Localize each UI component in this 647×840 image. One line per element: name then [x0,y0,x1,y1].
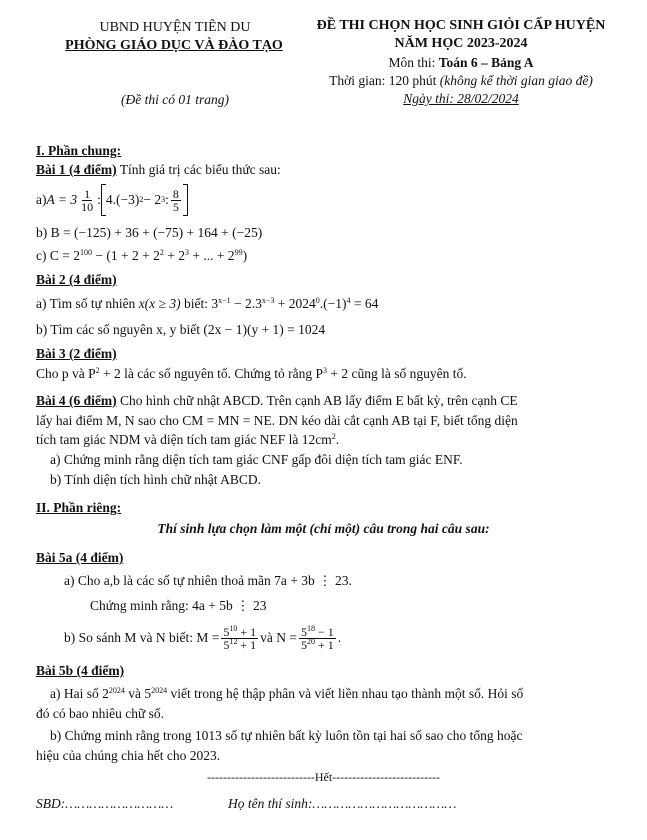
bai3-start: Cho p và P [36,366,96,381]
bai5b-title: Bài 5b (4 điểm) [36,663,125,678]
bai1-c-exp2: 2 [159,248,164,257]
bai1-c-mid: − (1 + 2 + 2 [91,248,160,263]
frac1-den: 10 [81,199,94,214]
bai4-b: b) Tính diện tích hình chữ nhật ABCD. [50,472,262,487]
bai1-c-end: ) [242,248,248,263]
bai5b-b-line2: hiệu của chúng chia hết cho 2023. [36,748,221,763]
part1-title: I. Phần chung: [36,143,122,158]
N-den-base: 5 [301,637,307,652]
bai4-line2: lấy hai điểm M, N sao cho CM = MN = NE. DN kéo dài cắt cạnh AB tại F, biết tổng diện [36,413,518,428]
bai2-a-exp1: x−1 [218,296,231,305]
bai2-a-var: x(x ≥ 3) [138,296,181,311]
bai5a-end: . [337,630,342,645]
bai1-a-label: a) [36,192,47,207]
bai4-line1 [36,393,518,409]
bai1-c-exp3: 3 [184,248,189,257]
fraction-N [299,623,336,652]
M-den [221,636,258,652]
bai3-exp1: 2 [95,366,100,375]
bai5b-a-exp2: 2024 [151,686,168,695]
bai4-text1: Cho hình chữ nhật ABCD. Trên cạnh AB lấy điểm E bất kỳ, trên cạnh CE [116,393,518,408]
M-num-rest: + 1 [237,624,257,639]
school-year: NĂM HỌC 2023-2024 [394,36,528,51]
N-num-rest: − 1 [315,624,334,639]
bai4-a: a) Chứng minh rằng diện tích tam giác CNF gấp đôi diện tích tam giác ENF. [50,452,463,467]
bai2-a-mid2: − 2.3 [230,296,262,311]
M-num-base: 5 [223,624,230,639]
bai1-c-mid2: + 2 [163,248,185,263]
bai5b-a-end: viết trong hệ thập phân và viết liền nhau tạo thành một số. Hỏi số [167,686,524,701]
bai3-end: + 2 cũng là số nguyên tố. [327,366,467,381]
department-line2: PHÒNG GIÁO DỤC VÀ ĐÀO TẠO [65,38,283,53]
bai1-b: b) B = (−125) + 36 + (−75) + 164 + (−25) [36,225,263,240]
part2-instruction: Thí sinh lựa chọn làm một (chỉ một) câu trong hai câu sau: [157,521,490,536]
fraction-M [221,623,258,652]
time-line [296,73,626,89]
bai1-a-frac2 [171,188,181,213]
N-num-exp: 18 [307,623,315,633]
bai5a-b-start: b) So sánh M và N biết: M = [64,630,220,645]
bai1-a-frac1 [79,188,95,213]
bai5a-and: và N = [260,630,297,645]
bai4-title: Bài 4 (6 điểm) [36,393,117,408]
bai2-a-exp2: x−3 [261,296,275,305]
bai5a-title: Bài 5a (4 điểm) [36,550,124,565]
department-line1: UBND HUYỆN TIÊN DU [99,20,251,35]
frac2-den: 5 [172,199,179,214]
bai3-mid: + 2 là các số nguyên tố. Chứng tỏ rằng P [99,366,324,381]
M-den-exp: 12 [229,636,238,646]
bai2-a-mid: biết: 3 [180,296,219,311]
N-den-exp: 20 [307,636,315,646]
N-num-base: 5 [301,624,307,639]
bai4-text3-end: . [335,432,340,447]
bai2-a [36,296,378,312]
M-den-rest: + 1 [237,637,257,652]
bai5a-a2: Chứng minh rằng: 4a + 5b ⋮ 23 [90,598,267,613]
bai2-a-mid3: + 2024 [274,296,316,311]
candidate-name-field: Họ tên thí sinh:……………………………… [228,796,457,811]
bai5a-a: a) Cho a,b là các số tự nhiên thoả mãn 7a + 3b ⋮ 23. [64,573,352,588]
subject-value: Toán 6 – Bảng A [438,55,534,70]
N-den-rest: + 1 [315,637,334,652]
bai1-c-mid3: + ... + 2 [188,248,235,263]
bai5b-a-line1 [50,686,523,702]
bai2-title: Bài 2 (4 điểm) [36,272,117,287]
bai1-c-exp1: 100 [79,248,92,257]
bai1-text: Tính giá trị các biểu thức sau: [116,162,281,177]
bai4-text3: tích tam giác NDM và diện tích tam giác NEF là 12cm [36,432,332,447]
bai5b-a-line2: đó có bao nhiêu chữ số. [36,706,165,721]
right-bracket [183,184,188,216]
bai2-a-exp4: 4 [346,296,351,305]
bai1-a-expression: a) A = 3 $\frac{1}{10}$ : 4.(−3) 2 − 2 3 : $\frac{8}{5}$ [36,182,188,218]
bai5b-a-mid: và 5 [124,686,152,701]
bai2-a-start: a) Tìm số tự nhiên [36,296,139,311]
frac2-num: 8 [172,186,179,201]
candidate-number-field: SBD:……………………… [36,796,174,811]
bai1-c-start: c) C = 2 [36,248,80,263]
bai1-a-start: A = 3 [46,192,78,207]
bai2-a-end: = 64 [350,296,379,311]
time-note: (không kể thời gian giao đề) [439,73,593,88]
end-mark: ---------------------------Hết--------------------------- [206,770,441,784]
page-count-note: (Đề thi có 01 trang) [121,92,229,107]
bai1-a-inner3: : [165,192,169,207]
bai2-a-mid4: .(−1) [319,296,347,311]
bai2-a-exp3: 0 [315,296,320,305]
bai3-exp2: 3 [323,366,328,375]
bai2-b: b) Tìm các số nguyên x, y biết (2x − 1)(y + 1) = 1024 [36,322,326,337]
exam-date: Ngày thi: 28/02/2024 [403,91,519,106]
bai1-title: Bài 1 (4 điểm) [36,162,117,177]
bai1-c-exp4: 99 [234,248,243,257]
bai1-a-inner2: − 2 [143,192,162,207]
bai5b-b-line1: b) Chứng minh rằng trong 1013 số tự nhiên bất kỳ luôn tồn tại hai số sao cho tổng hoặc [50,728,523,743]
M-den-base: 5 [223,637,230,652]
bai1-heading [36,162,281,178]
bai1-a-inner: 4.(−3) [105,192,140,207]
frac1-num: 1 [84,186,91,201]
bai5a-b [64,620,341,656]
bai5b-a-start: a) Hai số 2 [50,686,109,701]
bai1-c [36,248,247,264]
N-den [299,636,336,652]
bai3-text [36,366,467,382]
bai3-title: Bài 3 (2 điểm) [36,346,117,361]
part2-title: II. Phần riêng: [36,500,122,515]
subject-label: Môn thi: [388,55,439,70]
bai5b-a-exp1: 2024 [108,686,125,695]
exam-title: ĐỀ THI CHỌN HỌC SINH GIỎI CẤP HUYỆN [316,18,606,33]
M-num-exp: 10 [229,623,238,633]
bai4-exp: 2 [331,432,336,441]
bai4-line3 [36,432,339,448]
subject-line [296,55,626,71]
time-label: Thời gian: 120 phút [329,73,440,88]
bai1-a-mid: : [97,192,101,207]
